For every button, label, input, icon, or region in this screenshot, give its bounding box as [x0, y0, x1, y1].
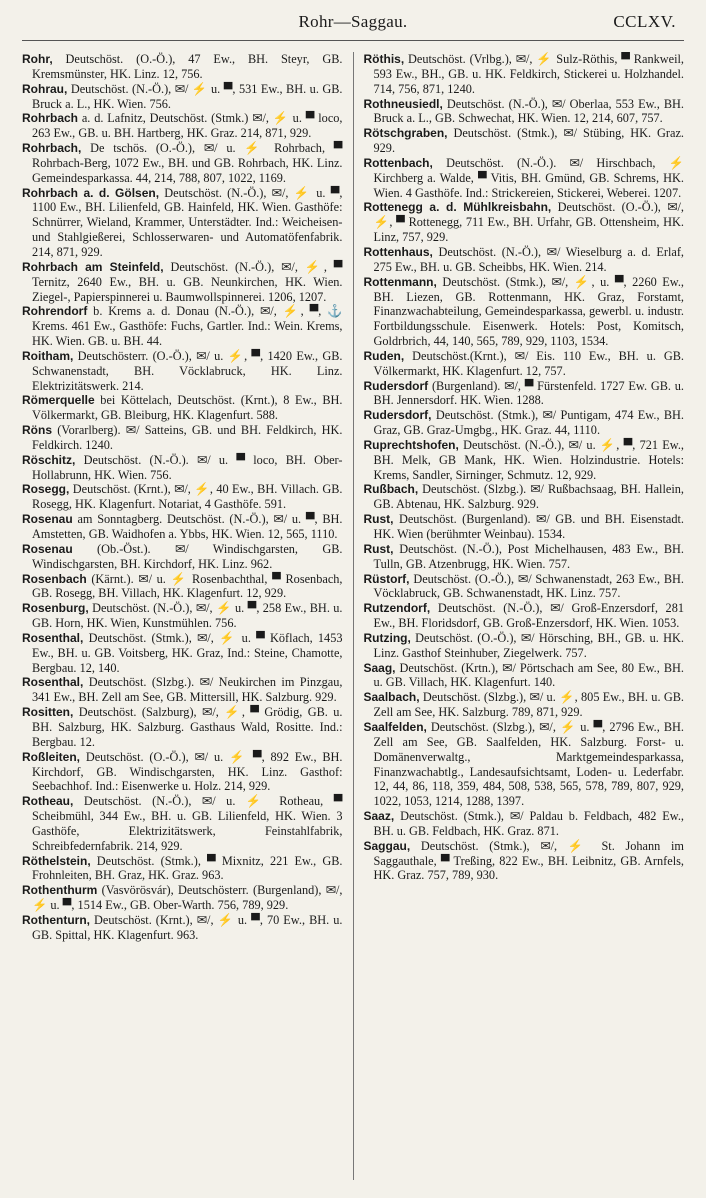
gazetteer-entry — [364, 512, 685, 542]
entry-text: Deutschöst. (N.-Ö.), ✉/ Groß-Enzersdorf, 281 Ew., BH. Floridsdorf, GB. Groß-Enzersdorf, HK. Wien. 1053. — [373, 601, 684, 631]
gazetteer-entry — [22, 260, 343, 305]
entry-headword: Röthelstein, — [22, 853, 91, 868]
gazetteer-entry — [364, 126, 685, 156]
entry-text: Deutschöst. (Slzbg.). ✉/ Rußbachsaag, BH. Hallein, GB. Abtenau, HK. Salzburg. 929. — [373, 482, 684, 512]
gazetteer-entry — [364, 482, 685, 512]
entry-headword: Rotheau, — [22, 794, 74, 809]
entry-text: Deutschöst. (N.-Ö.), ✉/ Wieselburg a. d. Erlaf, 275 Ew., BH. u. GB. Scheibbs, HK. Wien. 214. — [373, 244, 684, 274]
entry-headword: Saag, — [363, 660, 396, 675]
entry-text: Deutschöst. (O.-Ö.), ✉/ Hörsching, BH., GB. u. HK. Linz. Gasthof Steinhuber, Ziegelwerk. 757. — [373, 630, 684, 660]
header-rule — [22, 40, 684, 41]
entry-text: Deutschöst. (Stmk.), ▀ Mixnitz, 221 Ew., GB. Frohnleiten, BH. Graz, HK. Graz. 963. — [32, 853, 343, 883]
entry-text: Deutschöst. (N.-Ö.), ✉/ u. ⚡, ▀, 721 Ew., BH. Melk, GB Mank, HK. Wien. Holzindustrie. Hotels: Krems, Sandler, Sirninger, Schmutz. 12, 929. — [373, 437, 684, 482]
page-header — [22, 6, 684, 42]
entry-text: a. d. Lafnitz, Deutschöst. (Stmk.) ✉/, ⚡ u. ▀ loco, 263 Ew., GB. u. BH. Hartberg, HK. Graz. 214, 871, 929. — [32, 111, 343, 141]
gazetteer-entry — [22, 601, 343, 631]
running-title: Rohr—Saggau. — [298, 12, 408, 31]
gazetteer-entry — [364, 349, 685, 379]
gazetteer-entry — [22, 542, 343, 572]
gazetteer-entry — [22, 82, 343, 112]
entry-headword: Rosenburg, — [22, 601, 89, 616]
entry-text: Deutschöst. (O.-Ö.), ✉/ Schwanenstadt, 263 Ew., BH. Vöcklabruck, GB. Schwanenstadt, HK. Linz. 757. — [373, 571, 684, 601]
gazetteer-entry — [22, 304, 343, 349]
gazetteer-entry — [364, 690, 685, 720]
entry-headword: Rohrbach am Steinfeld, — [22, 259, 164, 274]
gazetteer-entry — [22, 453, 343, 483]
entry-headword: Rothenturn, — [22, 912, 90, 927]
gazetteer-entry — [364, 601, 685, 631]
left-column — [22, 52, 343, 1180]
entry-headword: Rottenhaus, — [363, 244, 433, 259]
gazetteer-entry — [364, 408, 685, 438]
gazetteer-entry — [22, 854, 343, 884]
entry-text: Deutschöst. (Slzbg.), ✉/ u. ⚡, 805 Ew., BH. u. GB. Zell am See, HK. Salzburg. 789, 871, 929. — [373, 690, 684, 720]
gazetteer-entry — [364, 661, 685, 691]
entry-headword: Rudersdorf, — [363, 408, 432, 423]
entry-text: Deutschöst. (N.-Ö.), ✉/ ⚡ u. ▀, 531 Ew., BH. u. GB. Bruck a. L., HK. Wien. 756. — [32, 81, 343, 111]
entry-headword: Ruden, — [363, 348, 405, 363]
entry-headword: Rust, — [363, 541, 394, 556]
entry-headword: Rosenthal, — [22, 675, 84, 690]
entry-headword: Rosegg, — [22, 482, 70, 497]
right-column — [364, 52, 685, 1180]
gazetteer-entry — [364, 200, 685, 245]
entry-headword: Rohrau, — [22, 81, 68, 96]
entry-headword: Saalbach, — [363, 690, 420, 705]
entry-headword: Rottenbach, — [363, 155, 433, 170]
gazetteer-entry — [22, 52, 343, 82]
entry-headword: Rottenegg a. d. Mühlkreisbahn, — [363, 200, 552, 215]
gazetteer-entry — [22, 883, 343, 913]
entry-text: Deutschöst. (N.-Ö.). ✉/ Hirschbach, ⚡ Kirchberg a. Walde, ▀ Vitis, BH. Gmünd, GB. Schrems, HK. Wien. 4 Gasthöfe. Ind.: Strickereien, Stickerei, Weberei. 1207. — [373, 155, 684, 200]
page-number: CCLXV. — [613, 12, 676, 31]
entry-text: Deutschöst. (Stmk.), ✉/ Stübing, HK. Graz. 929. — [373, 126, 684, 156]
gazetteer-entry — [364, 438, 685, 483]
entry-text: Deutschöst. (Stmk.), ✉/, ⚡ u. ▀ Köflach, 1453 Ew., BH. u. GB. Voitsberg, HK. Graz, Ind.: Steine, Chamotte, Bergbau. 12, 140. — [32, 630, 343, 675]
entry-text: Deutschöst. (N.-Ö.), Post Michelhausen, 483 Ew., BH. Tulln, GB. Atzenbrugg, HK. Wien. 757. — [373, 541, 684, 571]
entry-text: Deutschöst. (Krnt.), ✉/, ⚡ u. ▀, 70 Ew., BH. u. GB. Spittal, HK. Klagenfurt. 963. — [32, 912, 343, 942]
entry-text: Deutschösterr. (O.-Ö.), ✉/ u. ⚡, ▀, 1420 Ew., GB. Schwanenstadt, BH. Vöcklabruck, HK. Linz. Elektrizitätswerk. 214. — [32, 348, 343, 393]
gazetteer-entry — [22, 572, 343, 602]
entry-text: (Burgenland). ✉/, ▀ Fürstenfeld. 1727 Ew. GB. u. BH. Jennersdorf. HK. Wien. 1288. — [373, 378, 684, 408]
entry-headword: Rudersdorf — [363, 378, 429, 393]
entry-headword: Rohr, — [22, 52, 53, 66]
gazetteer-entry — [22, 705, 343, 750]
gazetteer-entry — [364, 156, 685, 201]
entry-text: (Ob.-Öst.). ✉/ Windischgarsten, GB. Windischgarsten, BH. Kirchdorf, HK. Linz. 962. — [32, 541, 343, 571]
entry-headword: Saalfelden, — [363, 719, 427, 734]
entry-headword: Rothneusiedl, — [363, 96, 443, 111]
column-divider — [353, 52, 354, 1180]
gazetteer-entry — [22, 631, 343, 676]
gazetteer-entry — [364, 275, 685, 349]
entry-text: Deutschöst.(Krnt.), ✉/ Eis. 110 Ew., BH. u. GB. Völkermarkt, HK. Klagenfurt. 12, 757. — [373, 348, 684, 378]
entry-text: Deutschöst. (Stmk.), ✉/ Puntigam, 474 Ew., BH. Graz, GB. Graz-Umgbg., HK. Graz. 44, 1110. — [373, 408, 684, 438]
gazetteer-entry — [22, 393, 343, 423]
entry-headword: Rosenau — [22, 512, 73, 527]
gazetteer-entry — [22, 675, 343, 705]
entry-headword: Rohrbach, — [22, 141, 82, 156]
entry-headword: Röschitz, — [22, 452, 76, 467]
entry-headword: Rohrendorf — [22, 304, 88, 319]
two-column-body — [22, 52, 684, 1180]
gazetteer-entry — [364, 52, 685, 97]
entry-headword: Rust, — [363, 512, 394, 527]
gazetteer-entry — [22, 482, 343, 512]
entry-headword: Rutzing, — [363, 630, 411, 645]
entry-headword: Roßleiten, — [22, 749, 81, 764]
entry-headword: Rothenthurm — [22, 883, 98, 898]
gazetteer-entry — [364, 631, 685, 661]
entry-text: b. Krems a. d. Donau (N.-Ö.), ✉/, ⚡, ▀, ⚓ Krems. 461 Ew., Gasthöfe: Fuchs, Gartler. Ind.: Wein. Krems, HK. Wien. GB. u. BH. 44. — [32, 304, 343, 349]
entry-text: am Sonntagberg. Deutschöst. (N.-Ö.), ✉/ u. ▀, BH. Amstetten, GB. Waidhofen a. Ybbs, HK. Wien. 12, 565, 1110. — [32, 512, 343, 541]
gazetteer-entry — [364, 245, 685, 275]
entry-headword: Römerquelle — [22, 393, 95, 408]
entry-text: (Vorarlberg). ✉/ Satteins, GB. und BH. Feldkirch, HK. Feldkirch. 1240. — [32, 423, 343, 452]
entry-text: Deutschöst. (N.-Ö.). ✉/ u. ▀ loco, BH. Ober-Hollabrunn, HK. Wien. 756. — [32, 452, 343, 482]
gazetteer-entry — [22, 186, 343, 260]
entry-text: Deutschöst. (Salzburg), ✉/, ⚡, ▀ Grödig, GB. u. BH. Salzburg, HK. Salzburg. Gasthaus Wald, Rositte. Ind.: Bergbau. 12. — [32, 705, 343, 749]
entry-headword: Rottenmann, — [363, 274, 437, 289]
entry-text: Deutschöst. (Slzbg.). ✉/ Neukirchen im Pinzgau, 341 Ew., BH. Zell am See, GB. Mittersill, HK. Salzburg. 929. — [32, 675, 343, 705]
entry-text: Deutschöst. (N.-Ö.), ✉/, ⚡ u. ▀, 258 Ew., BH. u. GB. Horn, HK. Wien, Kunstmühlen. 756. — [32, 601, 343, 631]
entry-text: Deutschöst. (Slzbg.), ✉/, ⚡ u. ▀, 2796 Ew., BH. Zell am See, GB. Saalfelden, HK. Salzburg. Forst- u. Domänenverwaltg., Marktgemeindesparkassa, Finanzwachabtlg., Landesaufsichtsamt, Loden- u. Lederfabr. 12, 44, 86, 118, 359, 484, 508, 538, 565, 578, 789, 807, 929, 1022, 1053, 1214, 1288, 1397. — [373, 719, 684, 809]
gazetteer-entry — [22, 913, 343, 943]
entry-text: Deutschöst. (O.-Ö.), 47 Ew., BH. Steyr, GB. Kremsmünster, HK. Linz. 12, 756. — [32, 52, 343, 81]
entry-text: Deutschöst. (O.-Ö.), ✉/ u. ⚡ ▀, 892 Ew., BH. Kirchdorf, GB. Windischgarsten, HK. Linz. Gasthof: Seebachhof. Ind.: Eisenwerke u. Holz. 214, 929. — [32, 749, 343, 794]
entry-headword: Rohrbach — [22, 111, 79, 126]
gazetteer-entry — [364, 542, 685, 572]
entry-headword: Roitham, — [22, 348, 74, 363]
entry-text: Deutschöst. (N.-Ö.), ✉/ u. ⚡ Rotheau, ▀ Scheibmühl, 344 Ew., BH. u. GB. Lilienfeld, HK. Wien. 3 Gasthöfe, Elektrizitätswerk, Feinstahlfabrik, Schreibfedernfabrik. 214, 929. — [32, 794, 343, 853]
entry-headword: Rötschgraben, — [363, 126, 448, 141]
entry-headword: Röthis, — [363, 52, 405, 66]
gazetteer-entry — [22, 349, 343, 394]
gazetteer-entry — [364, 379, 685, 409]
entry-text: Deutschöst. (Burgenland). ✉/ GB. und BH. Eisenstadt. HK. Wien (berühmter Weinbau). 1534. — [373, 512, 684, 541]
entry-text: Deutschöst. (Vrlbg.), ✉/, ⚡ Sulz-Röthis, ▀ Rankweil, 593 Ew., BH., GB. u. HK. Feldkirch, Stickerei u. Holzhandel. 714, 756, 871, 1240. — [373, 52, 684, 96]
entry-text: Deutschöst. (Stmk.), ✉/, ⚡, u. ▀, 2260 Ew., BH. Liezen, GB. Rottenmann, HK. Graz, Forstamt, Finanzwachabteilung, Gemeindesparkassa, gewerbl. u. industr. Fortbildungsschule. Eisenwerk. Hotels: Post, Komitsch, Goldrbrich, 44, 140, 565, 789, 929, 1103, 1534. — [373, 274, 684, 349]
entry-headword: Ruprechtshofen, — [363, 437, 459, 452]
entry-text: Deutschöst. (O.-Ö.), ✉/, ⚡, ▀ Rottenegg, 711 Ew., BH. Urfahr, GB. Ottensheim, HK. Linz, 757, 929. — [373, 200, 684, 245]
entry-headword: Saggau, — [363, 838, 411, 853]
entry-text: (Vasvörösvár), Deutschösterr. (Burgenland), ✉/, ⚡ u. ▀, 1514 Ew., GB. Ober-Warth. 756, 789, 929. — [32, 883, 343, 913]
entry-text: Deutschöst. (Stmk.), ✉/ Paldau b. Feldbach, 482 Ew., BH. u. GB. Feldbach, HK. Graz. 871. — [373, 809, 684, 838]
entry-text: De tschös. (O.-Ö.), ✉/ u. ⚡ Rohrbach, ▀ Rohrbach-Berg, 1072 Ew., BH. und GB. Rohrbach, HK. Linz. Gemeindesparkassa. 44, 214, 788, 807, 1022, 1169. — [32, 141, 343, 185]
entry-headword: Saaz, — [363, 809, 395, 824]
entry-headword: Rußbach, — [363, 482, 419, 497]
gazetteer-entry — [364, 839, 685, 884]
gazetteer-entry — [22, 512, 343, 542]
gazetteer-entry — [22, 794, 343, 853]
gazetteer-entry — [22, 423, 343, 453]
entry-headword: Rosenau — [22, 541, 73, 556]
entry-text: Deutschöst. (N.-Ö.), ✉/, ⚡, ▀ Ternitz, 2640 Ew., BH. u. GB. Neunkirchen, HK. Wien. Ziegel-, Papierspinnerei u. Baumwollspinnerei. 1206, 1207. — [32, 259, 343, 304]
gazetteer-entry — [364, 97, 685, 127]
gazetteer-entry — [364, 572, 685, 602]
entry-text: Deutschöst. (Krtn.), ✉/ Pörtschach am See, 80 Ew., BH. u. GB. Villach, HK. Klagenfurt. 140. — [373, 660, 684, 690]
gazetteer-entry — [364, 720, 685, 809]
gazetteer-entry — [364, 809, 685, 839]
entry-headword: Rohrbach a. d. Gölsen, — [22, 185, 160, 200]
gazetteer-entry — [22, 141, 343, 186]
entry-text: bei Köttelach, Deutschöst. (Krnt.), 8 Ew., BH. Völkermarkt, GB. Bleiburg, HK. Klagenfurt. 588. — [32, 393, 343, 423]
gazetteer-entry — [22, 750, 343, 795]
entry-headword: Rosenbach — [22, 571, 87, 586]
entry-headword: Röns — [22, 423, 52, 438]
entry-headword: Rutzendorf, — [363, 601, 431, 616]
entry-text: Deutschöst. (N.-Ö.), ✉/ Oberlaa, 553 Ew., BH. Bruck a. L., GB. Schwechat, HK. Wien. 12, 214, 607, 757. — [373, 96, 684, 126]
entry-headword: Rüstorf, — [363, 571, 410, 586]
entry-headword: Rositten, — [22, 705, 74, 720]
entry-headword: Rosenthal, — [22, 630, 84, 645]
entry-text: Deutschöst. (Stmk.), ✉/, ⚡ St. Johann im Saggauthale, ▀ Treßing, 822 Ew., BH. Leibnitz, GB. Arnfels, HK. Graz. 757, 789, 930. — [373, 838, 684, 883]
entry-text: Deutschöst. (Krnt.), ✉/, ⚡, 40 Ew., BH. Villach. GB. Rosegg, HK. Klagenfurt. Notariat, 4 Gasthöfe. 591. — [32, 482, 343, 512]
entry-text: Deutschöst. (N.-Ö.), ✉/, ⚡ u. ▀, 1100 Ew., BH. Lilienfeld, GB. Hainfeld, HK. Wien. Gasthöfe: Schnürrer, Wieland, Krammer, Unterstädter. Ind.: Weicheisen- und Stahlgießerei, Schlosserwaren- und Automatöfenfabrik. 214, 871, 929. — [32, 185, 343, 259]
gazetteer-entry — [22, 111, 343, 141]
entry-text: (Kärnt.). ✉/ u. ⚡ Rosenbachthal, ▀ Rosenbach, GB. Rosegg, BH. Villach, HK. Klagenfurt. 12, 929. — [32, 571, 343, 601]
